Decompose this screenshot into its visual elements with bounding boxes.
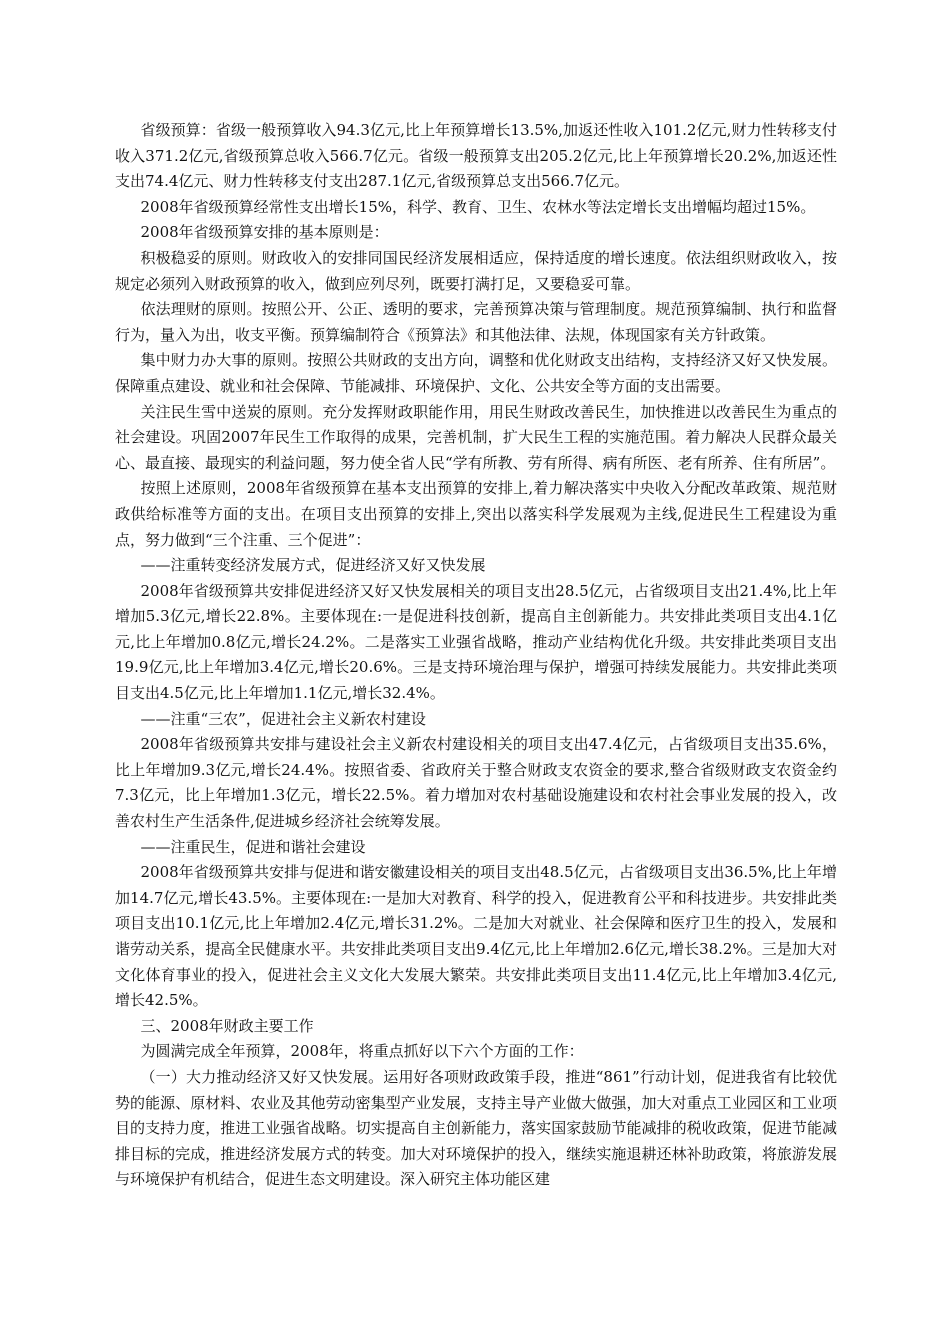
paragraph-work-item-1: （一）大力推动经济又好又快发展。运用好各项财政政策手段，推进“861”行动计划，促进我省有比较优势的能源、原材料、农业及其他劳动密集型产业发展，支持主导产业做大做强，加大对重点工业园区和工业项目的支持力度，推进工业强省战略。切实提高自主创新能力，落实国家鼓励节能减排的税收政策，促进节能减排目标的完成，推进经济发展方式的转变。加大对环境保护的投入，继续实施退耕还林补助政策，将旅游发展与环境保护有机结合，促进生态文明建设。深入研究主体功能区建 (115, 1067, 837, 1189)
paragraph-livelihood: 2008年省级预算共安排与促进和谐安徽建设相关的项目支出48.5亿元，占省级项目支出36.5%,比上年增加14.7亿元,增长43.5%。主要体现在:一是加大对教育、科学的投入，促进教育公平和科技进步。共安排此类项目支出10.1亿元,比上年增加2.4亿元,增长31.2%。二是加大对就业、社会保障和医疗卫生的投入，发展和谐劳动关系，提高全民健康水平。共安排此类项目支出9.4亿元,比上年增加2.6亿元,增长38.2%。三是加大对文化体育事业的投入，促进社会主义文化大发展大繁荣。共安排此类项目支出11.4亿元,比上年增加3.4亿元,增长42.5%。 (115, 863, 837, 1010)
paragraph-recurring-expenditure: 2008年省级预算经常性支出增长15%，科学、教育、卫生、农林水等法定增长支出增幅均超过15%。 (140, 197, 816, 216)
subheading-economic-development: ——注重转变经济发展方式，促进经济又好又快发展 (140, 556, 486, 575)
subheading-livelihood: ——注重民生，促进和谐社会建设 (140, 837, 366, 856)
paragraph-main-work-intro: 为圆满完成全年预算，2008年，将重点抓好以下六个方面的工作： (140, 1042, 584, 1061)
paragraph-principle-prudent: 积极稳妥的原则。财政收入的安排同国民经济发展相适应，保持适度的增长速度。依法组织财政收入，按规定必须列入财政预算的收入，做到应列尽列，既要打满打足，又要稳妥可靠。 (115, 248, 837, 293)
paragraph-principle-concentrate: 集中财力办大事的原则。按照公共财政的支出方向，调整和优化财政支出结构，支持经济又好又快发展。保障重点建设、就业和社会保障、节能减排、环境保护、文化、公共安全等方面的支出需要。 (115, 351, 837, 395)
paragraph-provincial-budget: 省级预算：省级一般预算收入94.3亿元,比上年预算增长13.5%,加返还性收入101.2亿元,财力性转移支付收入371.2亿元,省级预算总收入566.7亿元。省级一般预算支出205.2亿元,比上年预算增长20.2%,加返还性支出74.4亿元、财力性转移支付支出287.1亿元,省级预算总支出566.7亿元。 (115, 121, 837, 191)
paragraph-per-principles: 按照上述原则，2008年省级预算在基本支出预算的安排上,着力解决落实中央收入分配改革政策、规范财政供给标准等方面的支出。在项目支出预算的安排上,突出以落实科学发展观为主线,促进民生工程建设为重点，努力做到“三个注重、三个促进”： (115, 479, 837, 549)
document-page (115, 118, 837, 1193)
paragraph-principle-lawful: 依法理财的原则。按照公开、公正、透明的要求，完善预算决策与管理制度。规范预算编制、执行和监督行为，量入为出，收支平衡。预算编制符合《预算法》和其他法律、法规，体现国家有关方针政策。 (115, 300, 837, 344)
paragraph-principles-intro: 2008年省级预算安排的基本原则是： (140, 223, 389, 242)
paragraph-principle-livelihood: 关注民生雪中送炭的原则。充分发挥财政职能作用，用民生财政改善民生，加快推进以改善民生为重点的社会建设。巩固2007年民生工作取得的成果，完善机制，扩大民生工程的实施范围。着力解决人民群众最关心、最直接、最现实的利益问题，努力使全省人民“学有所教、劳有所得、病有所医、老有所养、住有所居”。 (115, 402, 837, 472)
section-heading-main-work: 三、2008年财政主要工作 (140, 1016, 314, 1035)
paragraph-economic-development: 2008年省级预算共安排促进经济又好又快发展相关的项目支出28.5亿元，占省级项目支出21.4%,比上年增加5.3亿元,增长22.8%。主要体现在:一是促进科技创新，提高自主创新能力。共安排此类项目支出4.1亿元,比上年增加0.8亿元,增长24.2%。二是落实工业强省战略，推动产业结构优化升级。共安排此类项目支出19.9亿元,比上年增加3.4亿元,增长20.6%。三是支持环境治理与保护，增强可持续发展能力。共安排此类项目支出4.5亿元,比上年增加1.1亿元,增长32.4%。 (115, 581, 837, 703)
subheading-three-rural: ——注重“三农”，促进社会主义新农村建设 (140, 709, 426, 728)
paragraph-three-rural: 2008年省级预算共安排与建设社会主义新农村建设相关的项目支出47.4亿元，占省级项目支出35.6%，比上年增加9.3亿元,增长24.4%。按照省委、省政府关于整合财政支农资金的要求,整合省级财政支农资金约7.3亿元，比上年增加1.3亿元，增长22.5%。着力增加对农村基础设施建设和农村社会事业发展的投入，改善农村生产生活条件,促进城乡经济社会统筹发展。 (115, 735, 837, 831)
